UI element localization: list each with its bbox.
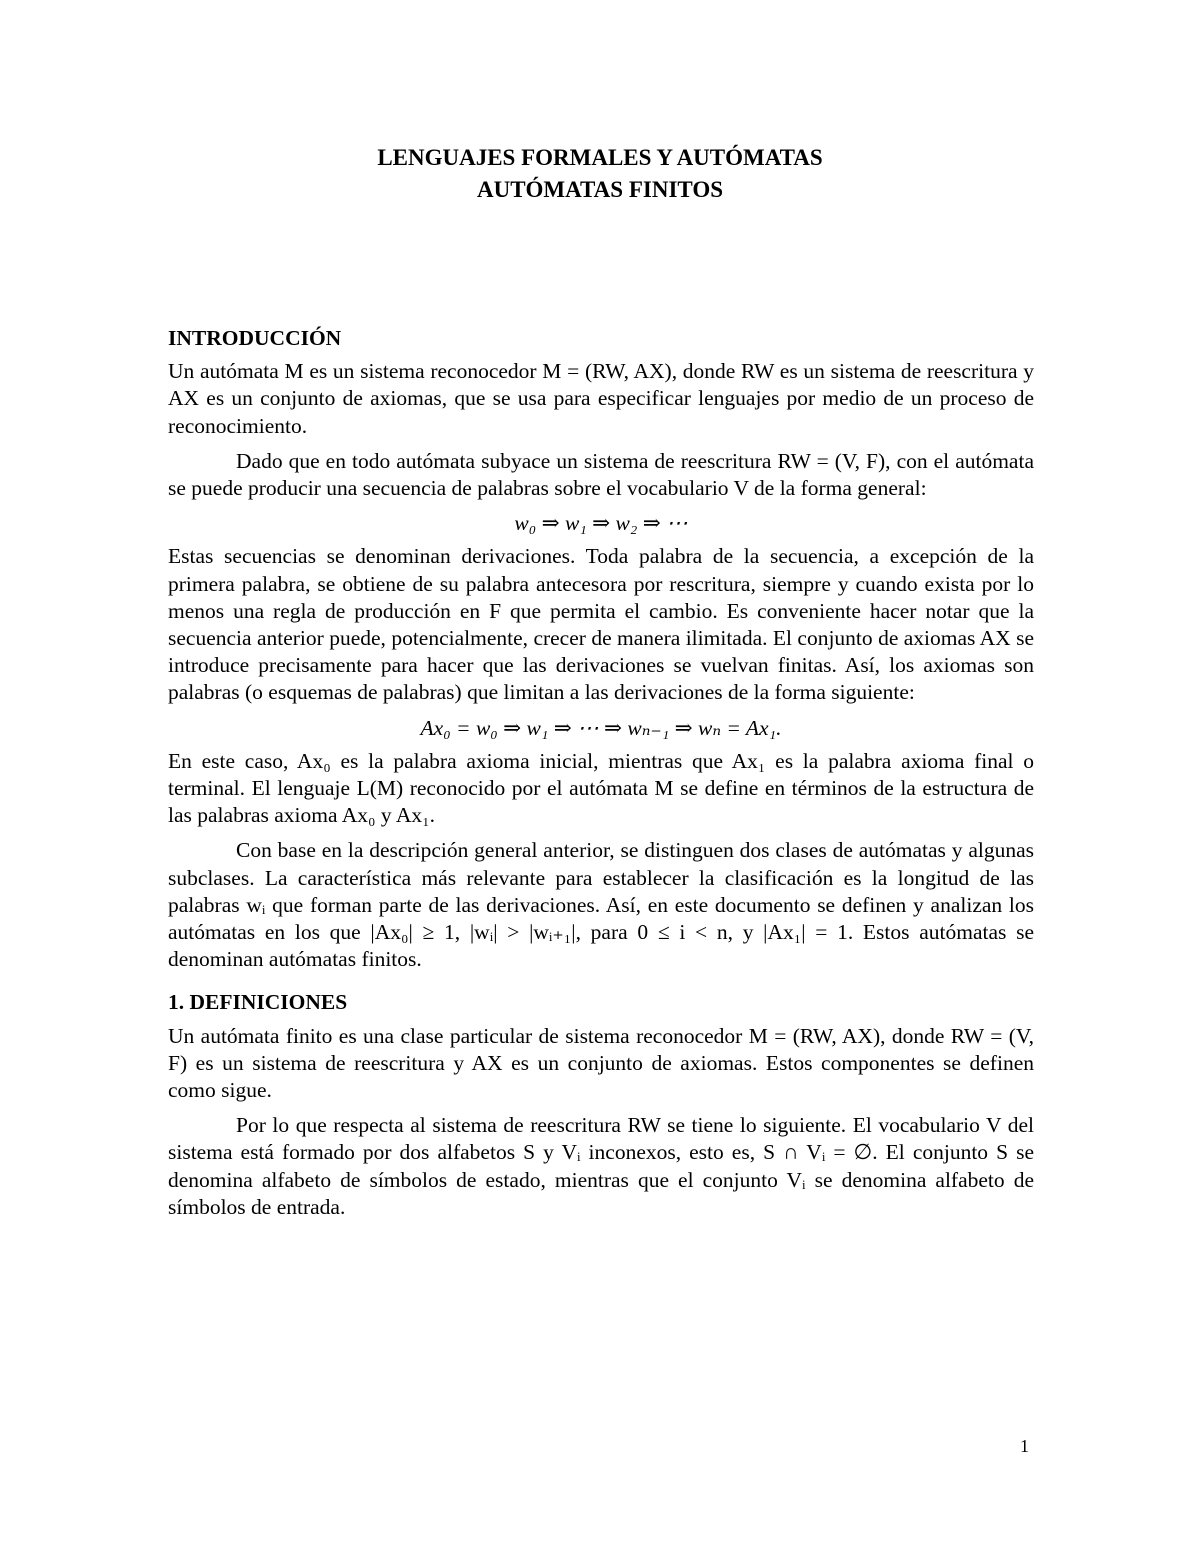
- definiciones-paragraph-2: Por lo que respecta al sistema de reescritura RW se tiene lo siguiente. El vocabulario V del sistema está formado por dos alfabetos S y Vᵢ inconexos, esto es, S ∩ Vᵢ = ∅. El conjunto S se denomina alfabeto de símbolos de estado, mientras que el conjunto Vᵢ se denomina alfabeto de símbolos de entrada.: [168, 1113, 1034, 1219]
- section-heading-definiciones: 1. DEFINICIONES: [168, 990, 348, 1015]
- intro-paragraph-2: Dado que en todo autómata subyace un sistema de reescritura RW = (V, F), con el autómata se puede producir una secuencia de palabras sobre el vocabulario V de la forma general:: [168, 448, 1034, 501]
- document-body: [168, 325, 1034, 1229]
- intro-paragraph-1: Un autómata M es un sistema reconocedor M = (RW, AX), donde RW es un sistema de reescritura y AX es un conjunto de axiomas, que se usa para especificar lenguajes por medio de un proceso de reconocimiento.: [168, 359, 1034, 438]
- page-number: 1: [1020, 1436, 1029, 1456]
- definiciones-paragraph-1: Un autómata finito es una clase particular de sistema reconocedor M = (RW, AX), donde RW = (V, F) es un sistema de reescritura y AX es un conjunto de axiomas. Estos componentes se definen como sigue.: [168, 1023, 1034, 1103]
- title-line-1: LENGUAJES FORMALES Y AUTÓMATAS: [377, 145, 823, 170]
- intro-paragraph-4: En este caso, Ax₀ es la palabra axioma inicial, mientras que Ax₁ es la palabra axioma final o terminal. El lenguaje L(M) reconocido por el autómata M se define en términos de la estructura de las palabras axioma Ax₀ y Ax₁.: [168, 748, 1034, 828]
- equation-axiom-derivation: Ax₀ = w₀ ⇒ w₁ ⇒ ⋯ ⇒ wₙ₋₁ ⇒ wₙ = Ax₁.: [420, 715, 782, 740]
- section-heading-introduccion: INTRODUCCIÓN: [168, 326, 342, 350]
- document-title: [0, 142, 1200, 206]
- equation-derivation-sequence: w₀ ⇒ w₁ ⇒ w₂ ⇒ ⋯: [514, 511, 688, 536]
- intro-paragraph-5: Con base en la descripción general anterior, se distinguen dos clases de autómatas y algunas subclases. La característica más relevante para establecer la clasificación es la longitud de las palabras wᵢ que forman parte de las derivaciones. Así, en este documento se definen y analizan los autómatas en los que |Ax₀| ≥ 1, |wᵢ| > |wᵢ₊₁|, para 0 ≤ i < n, y |Ax₁| = 1. Estos autómatas se denominan autómatas finitos.: [168, 838, 1034, 972]
- title-line-2: AUTÓMATAS FINITOS: [476, 177, 723, 202]
- intro-paragraph-3: Estas secuencias se denominan derivaciones. Toda palabra de la secuencia, a excepción de la primera palabra, se obtiene de su palabra antecesora por rescritura, siempre y cuando exista por lo menos una regla de producción en F que permita el cambio. Es conveniente hacer notar que la secuencia anterior puede, potencialmente, crecer de manera ilimitada. El conjunto de axiomas AX se introduce precisamente para hacer que las derivaciones se vuelvan finitas. Así, los axiomas son palabras (o esquemas de palabras) que limitan a las derivaciones de la forma siguiente:: [168, 544, 1034, 705]
